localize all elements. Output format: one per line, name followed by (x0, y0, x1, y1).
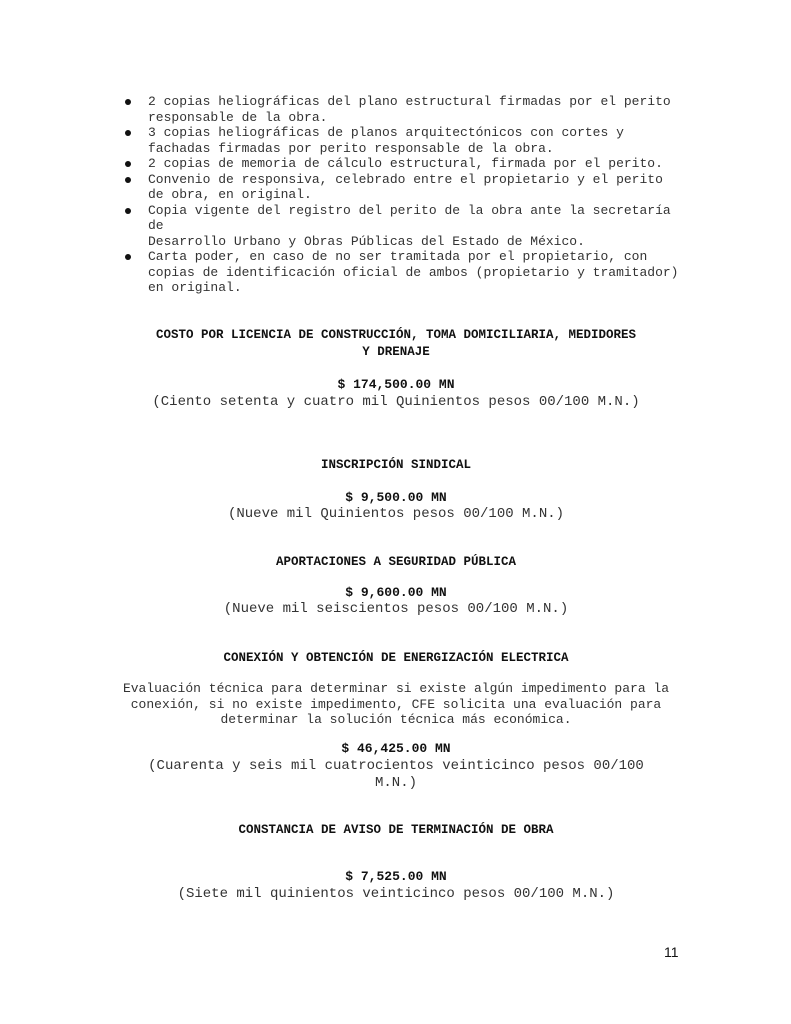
requirement-item (121, 94, 681, 125)
seguridad-amount: $ 9,600.00 MN (345, 585, 447, 600)
seguridad-heading: APORTACIONES A SEGURIDAD PÚBLICA (275, 555, 517, 569)
bullet-icon (125, 99, 131, 105)
energia-amount-words-line-1: (Cuarenta y seis mil cuatrocientos veinticinco pesos 00/100 (148, 758, 644, 774)
sindical-amount: $ 9,500.00 MN (345, 490, 447, 505)
requirement-text: de (148, 218, 164, 233)
requirement-item (121, 125, 681, 156)
energia-amount: $ 46,425.00 MN (341, 741, 451, 756)
requirement-text: Copia vigente del registro del perito de la obra ante la secretaría (148, 202, 671, 218)
requirement-text: 2 copias heliográficas del plano estructural firmadas por el perito (148, 94, 671, 109)
requirement-item (121, 203, 681, 250)
requirement-text: Convenio de responsiva, celebrado entre el propietario y el perito (148, 171, 663, 187)
energia-description-line-1: Evaluación técnica para determinar si existe algún impedimento para la (122, 681, 670, 696)
sindical-amount-words: (Nueve mil Quinientos pesos 00/100 M.N.) (227, 506, 565, 522)
energia-description-line-3: determinar la solución técnica más económica. (220, 712, 572, 727)
requirement-item (121, 156, 681, 172)
requirement-text: fachadas firmadas por perito responsable de la obra. (148, 140, 554, 156)
bullet-icon (125, 177, 131, 183)
energia-amount-words-line-2: M.N.) (374, 775, 417, 791)
bullet-icon (125, 208, 131, 214)
seguridad-amount-words: (Nueve mil seiscientos pesos 00/100 M.N.) (223, 601, 569, 617)
bullet-icon (125, 130, 131, 136)
page-number: 11 (664, 944, 679, 960)
licencia-heading-line-1: COSTO POR LICENCIA DE CONSTRUCCIÓN, TOMA DOMICILIARIA, MEDIDORES (155, 328, 637, 342)
terminacion-amount: $ 7,525.00 MN (345, 869, 447, 884)
requirement-item (121, 172, 681, 203)
requirement-text: Carta poder, en caso de no ser tramitada por el propietario, con (148, 249, 648, 264)
energia-description-line-2: conexión, si no existe impedimento, CFE solicita una evaluación para (130, 697, 662, 712)
licencia-heading-line-2: Y DRENAJE (362, 345, 430, 359)
requirement-item (121, 249, 681, 296)
requirement-text: copias de identificación oficial de ambos (propietario y tramitador) (148, 264, 679, 280)
licencia-amount: $ 174,500.00 MN (337, 377, 455, 392)
requirement-text: de obra, en original. (148, 187, 312, 202)
bullet-icon (125, 254, 131, 260)
requirement-text: responsable de la obra. (148, 109, 328, 125)
requirement-text: 3 copias heliográficas de planos arquitectónicos con cortes y (148, 125, 624, 140)
terminacion-heading: CONSTANCIA DE AVISO DE TERMINACIÓN DE OBRA (238, 823, 554, 837)
terminacion-amount-words: (Siete mil quinientos veinticinco pesos 00/100 M.N.) (177, 886, 615, 902)
energia-heading: CONEXIÓN Y OBTENCIÓN DE ENERGIZACIÓN ELECTRICA (223, 651, 569, 665)
bullet-icon (125, 161, 131, 167)
requirements-list (121, 94, 681, 296)
requirement-text: 2 copias de memoria de cálculo estructural, firmada por el perito. (148, 156, 663, 171)
sindical-heading: INSCRIPCIÓN SINDICAL (320, 458, 472, 472)
licencia-amount-words: (Ciento setenta y cuatro mil Quinientos pesos 00/100 M.N.) (152, 394, 640, 410)
requirement-text: Desarrollo Urbano y Obras Públicas del Estado de México. (148, 233, 585, 249)
requirement-text: en original. (148, 280, 242, 295)
